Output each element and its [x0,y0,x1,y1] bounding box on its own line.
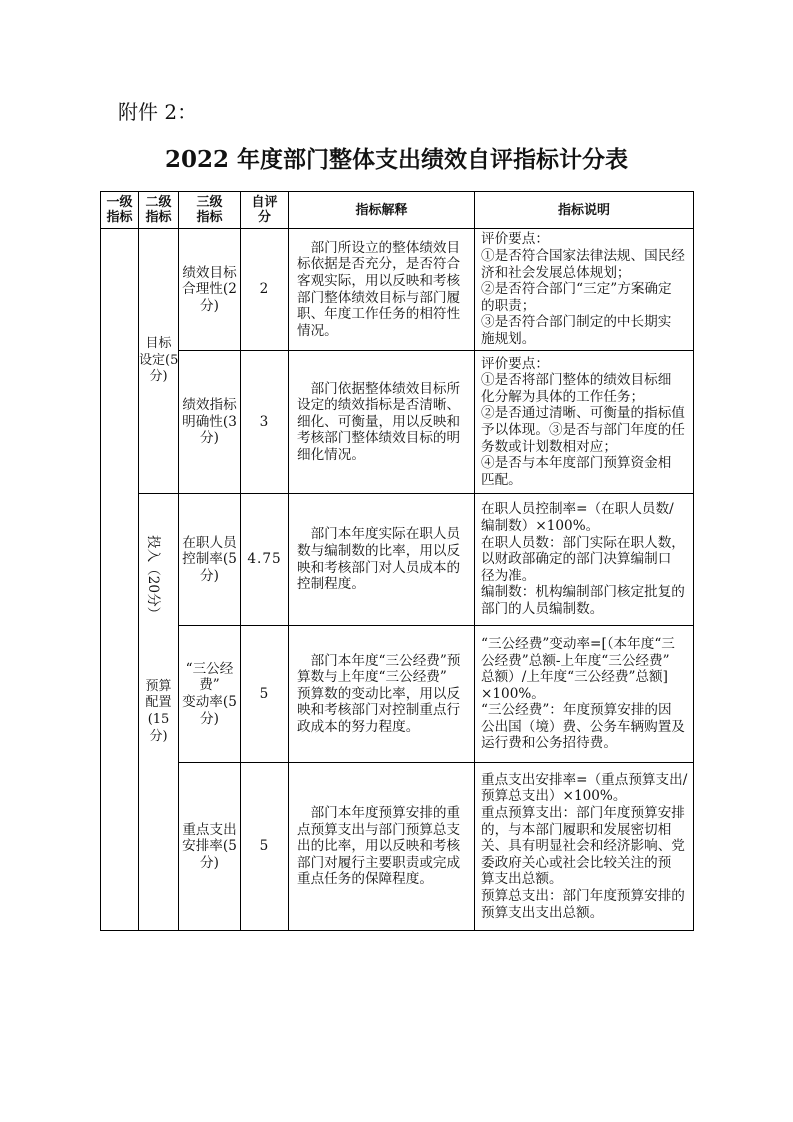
level3-indicator: 在职人员 控制率(5 分) [179,494,241,626]
header-indicator-explanation: 指标解释 [289,192,475,229]
level1-indicator-label: 投入（20分） [145,534,162,620]
indicator-description: 评价要点： ①是否符合国家法律法规、国民经 济和社会发展总体规划； ②是否符合部门“三定”方案确定 的职责； ③是否符合部门制定的中长期实 施规划。 [475,229,694,351]
indicator-description: “三公经费”变动率=[（本年度“三 公经费”总额-上年度“三公经费” 总额）/上年度“三公经费”总额] ×100%。 “三公经费”：年度预算安排的因 公出国（境）费、公务车辆购置及 运行费和公务招待费。 [475,626,694,763]
score-table [100,191,694,931]
header-level1-indicator: 一级 指标 [101,192,139,229]
table-row [101,626,694,763]
document-title: 2022 年度部门整体支出绩效自评指标计分表 [164,146,629,173]
header-level2-indicator: 二级 指标 [139,192,179,229]
header-indicator-description: 指标说明 [475,192,694,229]
self-score-value: 4.75 [241,494,289,626]
self-score-value: 2 [241,229,289,351]
table-row [101,763,694,931]
level2-indicator-budget-allocation: 预算 配置 (15 分) [139,494,179,931]
self-score-value: 5 [241,626,289,763]
self-score-value: 3 [241,351,289,494]
table-row [101,351,694,494]
level3-indicator: 重点支出 安排率(5 分) [179,763,241,931]
table-row [101,494,694,626]
indicator-explanation: 部门所设立的整体绩效目 标依据是否充分，是否符合 客观实际，用以反映和考核 部门整体绩效目标与部门履 职、年度工作任务的相符性 情况。 [289,229,475,351]
indicator-description: 重点支出安排率=（重点预算支出/ 预算总支出）×100%。 重点预算支出：部门年度预算安排 的，与本部门履职和发展密切相 关、具有明显社会和经济影响、党 委政府关心或社会比较关注的预 算支出总额。 预算总支出：部门年度预算安排的 预算支出支出总额。 [475,763,694,931]
table-header-row [101,192,694,229]
level2-indicator-target-setting: 目标 设定(5 分) [139,229,179,494]
table-row [101,229,694,351]
attachment-label: 附件 2： [118,100,198,124]
indicator-explanation: 部门本年度实际在职人员 数与编制数的比率，用以反 映和考核部门对人员成本的 控制程度。 [289,494,475,626]
level3-indicator: 绩效目标 合理性(2 分) [179,229,241,351]
indicator-description: 评价要点： ①是否将部门整体的绩效目标细 化分解为具体的工作任务； ②是否通过清晰、可衡量的指标值 予以体现。③是否与部门年度的任 务数或计划数相对应； ④是否与本年度部门预算资金相 匹配。 [475,351,694,494]
indicator-explanation: 部门依据整体绩效目标所 设定的绩效指标是否清晰、 细化、可衡量，用以反映和 考核部门整体绩效目标的明 细化情况。 [289,351,475,494]
header-self-score: 自评 分 [241,192,289,229]
level3-indicator: “三公经 费” 变动率(5 分) [179,626,241,763]
header-level3-indicator: 三级 指标 [179,192,241,229]
level3-indicator: 绩效指标 明确性(3 分) [179,351,241,494]
indicator-explanation: 部门本年度预算安排的重 点预算支出与部门预算总支 出的比率，用以反映和考核 部门对履行主要职责或完成 重点任务的保障程度。 [289,763,475,931]
indicator-description: 在职人员控制率=（在职人员数/ 编制数）×100%。 在职人员数：部门实际在职人数， 以财政部确定的部门决算编制口 径为准。 编制数：机构编制部门核定批复的 部门的人员编制数。 [475,494,694,626]
indicator-explanation: 部门本年度“三公经费”预 算数与上年度“三公经费” 预算数的变动比率，用以反 映和考核部门对控制重点行 政成本的努力程度。 [289,626,475,763]
self-score-value: 5 [241,763,289,931]
